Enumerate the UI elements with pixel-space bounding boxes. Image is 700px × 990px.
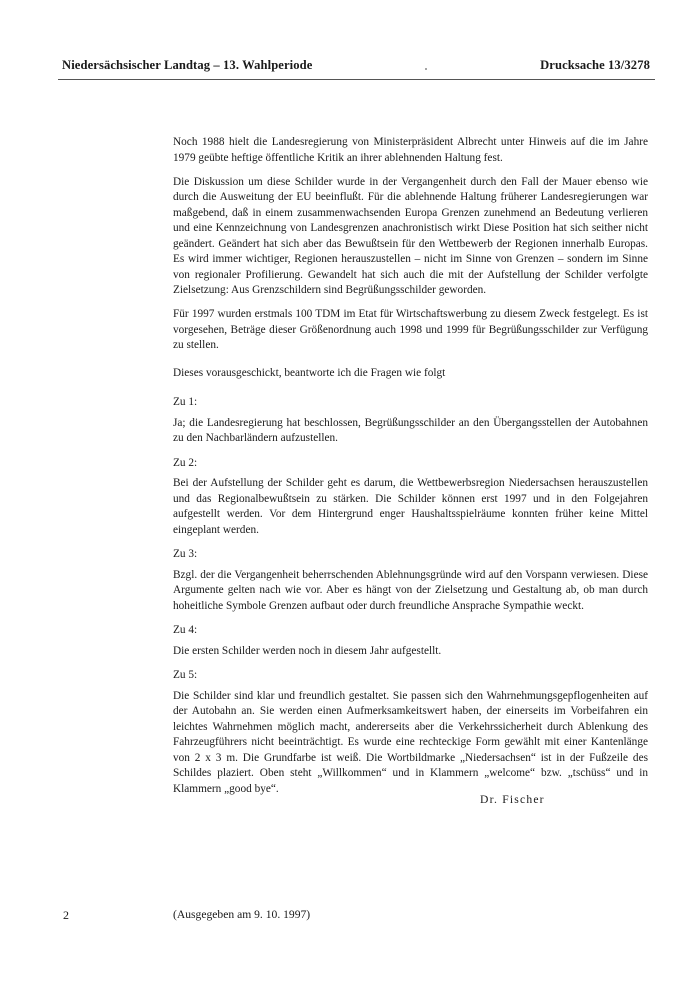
scan-speck (425, 68, 427, 70)
answer-5-text: Die Schilder sind klar und freundlich gestaltet. Sie passen sich den Wahrnehmungsgepflogenheiten auf der Autobahn an. Sie werden einen Aufmerksamkeitswert haben, der einerseits im Vorbeifahren ein leichtes Wahrnehmen möglich macht, andererseits aber die Verkehrssicherheit durch Ablenkung des Fahrzeugführers nicht beeinträchtigt. Es wurde eine rechteckige Form gewählt mit einer Kantenlänge von 2 x 3 m. Die Grundfarbe ist weiß. Die Wortbildmarke „Niedersachsen“ ist in der Fußzeile des Schildes plaziert. Oben steht „Willkommen“ und in Klammern „welcome“ bzw. „tschüss“ und in Klammern „good bye“. (173, 689, 648, 795)
header-divider (58, 79, 655, 80)
page-number: 2 (63, 908, 69, 922)
answer-2-text: Bei der Aufstellung der Schilder geht es darum, die Wettbewerbsregion Niedersachsen herauszustellen und das Regionalbewußtsein zu stärken. Die Schilder können erst 1997 und in den Folgejahren aufgestellt werden. Vor dem Hintergrund enger Haushaltsspielräume konnten früher keine Mittel eingeplant werden. (173, 477, 648, 536)
answer-1-text: Ja; die Landesregierung hat beschlossen, Begrüßungsschilder an den Übergangsstellen der Autobahnen zu den Nachbarländern aufzustellen. (173, 416, 648, 444)
intro-paragraph-2: Die Diskussion um diese Schilder wurde in der Vergangenheit durch den Fall der Mauer ebenso wie durch die Ausweitung der EU beeinflußt. Für die ablehnende Haltung früherer Landesregierungen war maßgebend, daß in einem zusammenwachsenden Europa Grenzen zunehmend an Bedeutung verlieren und eine Kennzeichnung von Landesgrenzen anachronistisch wirkt Diese Position hat sich seither nicht geändert. Geändert hat sich aber das Bewußtsein für den Wettbewerb der Regionen innerhalb Europas. Es wird immer wichtiger, Regionen herauszustellen – nicht im Sinne von Grenzen – sondern im Sinne von regionaler Profilierung. Gewandelt hat sich auch die mit der Aufstellung der Schilder verfolgte Zielsetzung: Aus Grenzschildern sind Begrüßungsschilder geworden. (173, 175, 648, 296)
answer-3-heading: Zu 3: (173, 548, 198, 560)
signature: Dr. Fischer (480, 793, 545, 806)
intro-paragraph-3: Für 1997 wurden erstmals 100 TDM im Etat für Wirtschaftswerbung zu diesem Zweck festgelegt. Es ist vorgesehen, Beträge dieser Größenordnung auch 1998 und 1999 für Begrüßungsschilder zur Verfügung zu stellen. (173, 308, 648, 351)
answer-4-text: Die ersten Schilder werden noch in diesem Jahr aufgestellt. (173, 644, 442, 657)
header-parliament-title: Niedersächsischer Landtag – 13. Wahlperiode (62, 58, 313, 72)
intro-paragraph-4: Dieses vorausgeschickt, beantworte ich die Fragen wie folgt (173, 366, 446, 379)
answer-1-heading: Zu 1: (173, 396, 198, 408)
answer-2-heading: Zu 2: (173, 456, 198, 469)
page-header (62, 58, 650, 73)
intro-paragraph-1: Noch 1988 hielt die Landesregierung von Ministerpräsident Albrecht unter Hinweis auf die im Jahre 1979 geübte heftige öffentliche Kritik an ihrer ablehnenden Haltung fest. (173, 136, 648, 164)
document-body (173, 135, 648, 797)
answer-3-text: Bzgl. der die Vergangenheit beherrschenden Ablehnungsgründe wird auf den Vorspann verwiesen. Diese Argumente gelten nach wie vor. Aber es hängt von der Zielsetzung und Gestaltung ab, ob man durch hoheitliche Symbole Grenzen aufbaut oder durch freundliche Ansprache Sympathie weckt. (173, 568, 648, 612)
answer-5-heading: Zu 5: (173, 669, 198, 681)
issue-date: (Ausgegeben am 9. 10. 1997) (173, 908, 311, 921)
answer-4-heading: Zu 4: (173, 624, 198, 636)
header-document-number: Drucksache 13/3278 (540, 58, 650, 72)
